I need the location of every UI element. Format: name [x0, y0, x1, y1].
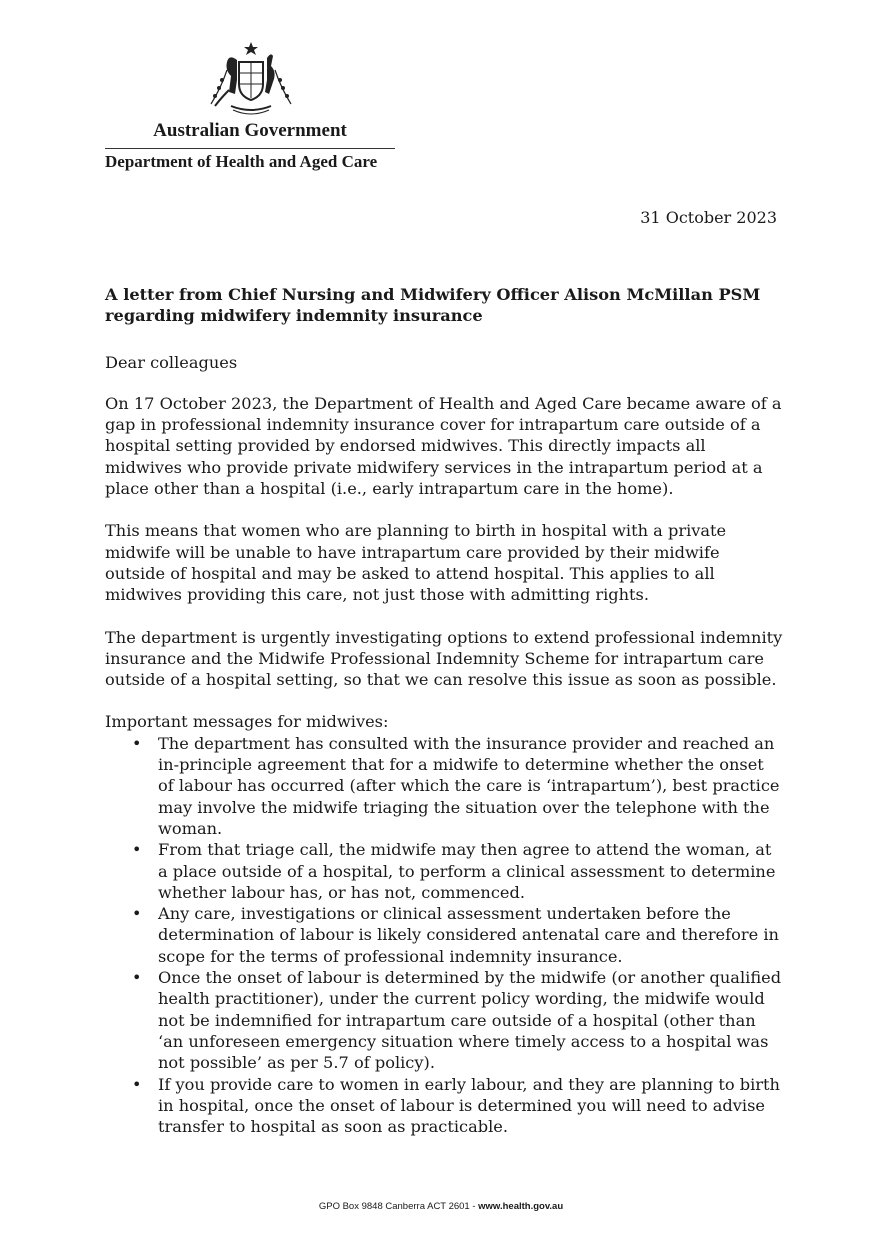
letter-date: 31 October 2023 [640, 208, 777, 227]
list-item: • Once the onset of labour is determined by the midwife (or another qualified health practitioner), under the current policy wording, the midwife would not be indemnified for intrapartum care outside of a hospital (other than ‘an unforeseen emergency situation where timely access to a hospital was not possible’ as per 5.7 of policy). [105, 967, 783, 1073]
footer-website-link[interactable]: www.health.gov.au [478, 1201, 564, 1212]
department-name: Department of Health and Aged Care [105, 152, 378, 171]
paragraph-2: This means that women who are planning to birth in hospital with a private midwife will be unable to have intrapartum care provided by their midwife outside of hospital and may be asked to attend hospital. This applies to all midwives providing this care, not just those with admitting rights. [105, 521, 727, 605]
list-intro: Important messages for midwives: [105, 712, 389, 732]
list-item: • Any care, investigations or clinical assessment undertaken before the determination of labour is likely considered antenatal care and therefore in scope for the terms of professional indemnity insurance. [105, 903, 783, 967]
list-item: • The department has consulted with the insurance provider and reached an in-principle agreement that for a midwife to determine whether the onset of labour has occurred (after which the care is ‘intrapartum’), best practice may involve the midwife triaging the situation over the telephone with the woman. [105, 733, 783, 839]
coat-of-arms-icon [201, 40, 301, 118]
footer-address: GPO Box 9848 Canberra ACT 2601 - [318, 1201, 479, 1212]
salutation: Dear colleagues [105, 352, 238, 372]
letter-title: A letter from Chief Nursing and Midwifery Officer Alison McMillan PSM regarding midwifery indemnity insurance [105, 285, 761, 326]
letterhead-divider [105, 148, 395, 149]
midwife-messages-list [105, 733, 783, 1138]
list-item: • From that triage call, the midwife may then agree to attend the woman, at a place outside of a hospital, to perform a clinical assessment to determine whether labour has, or has not, commenced. [105, 839, 783, 903]
footer [0, 1201, 882, 1212]
list-item: • If you provide care to women in early labour, and they are planning to birth in hospital, once the onset of labour is determined you will need to advise transfer to hospital as soon as practicable. [105, 1074, 783, 1138]
letter-body [105, 284, 783, 1137]
government-name: Australian Government [153, 120, 347, 141]
paragraph-1: On 17 October 2023, the Department of Health and Aged Care became aware of a gap in professional indemnity insurance cover for intrapartum care outside of a hospital setting provided by endorsed midwives. This directly impacts all midwives who provide private midwifery services in the intrapartum period at a place other than a hospital (i.e., early intrapartum care in the home). [105, 393, 782, 499]
paragraph-3: The department is urgently investigating options to extend professional indemnity insurance and the Midwife Professional Indemnity Scheme for intrapartum care outside of a hospital setting, so that we can resolve this issue as soon as possible. [105, 627, 783, 690]
